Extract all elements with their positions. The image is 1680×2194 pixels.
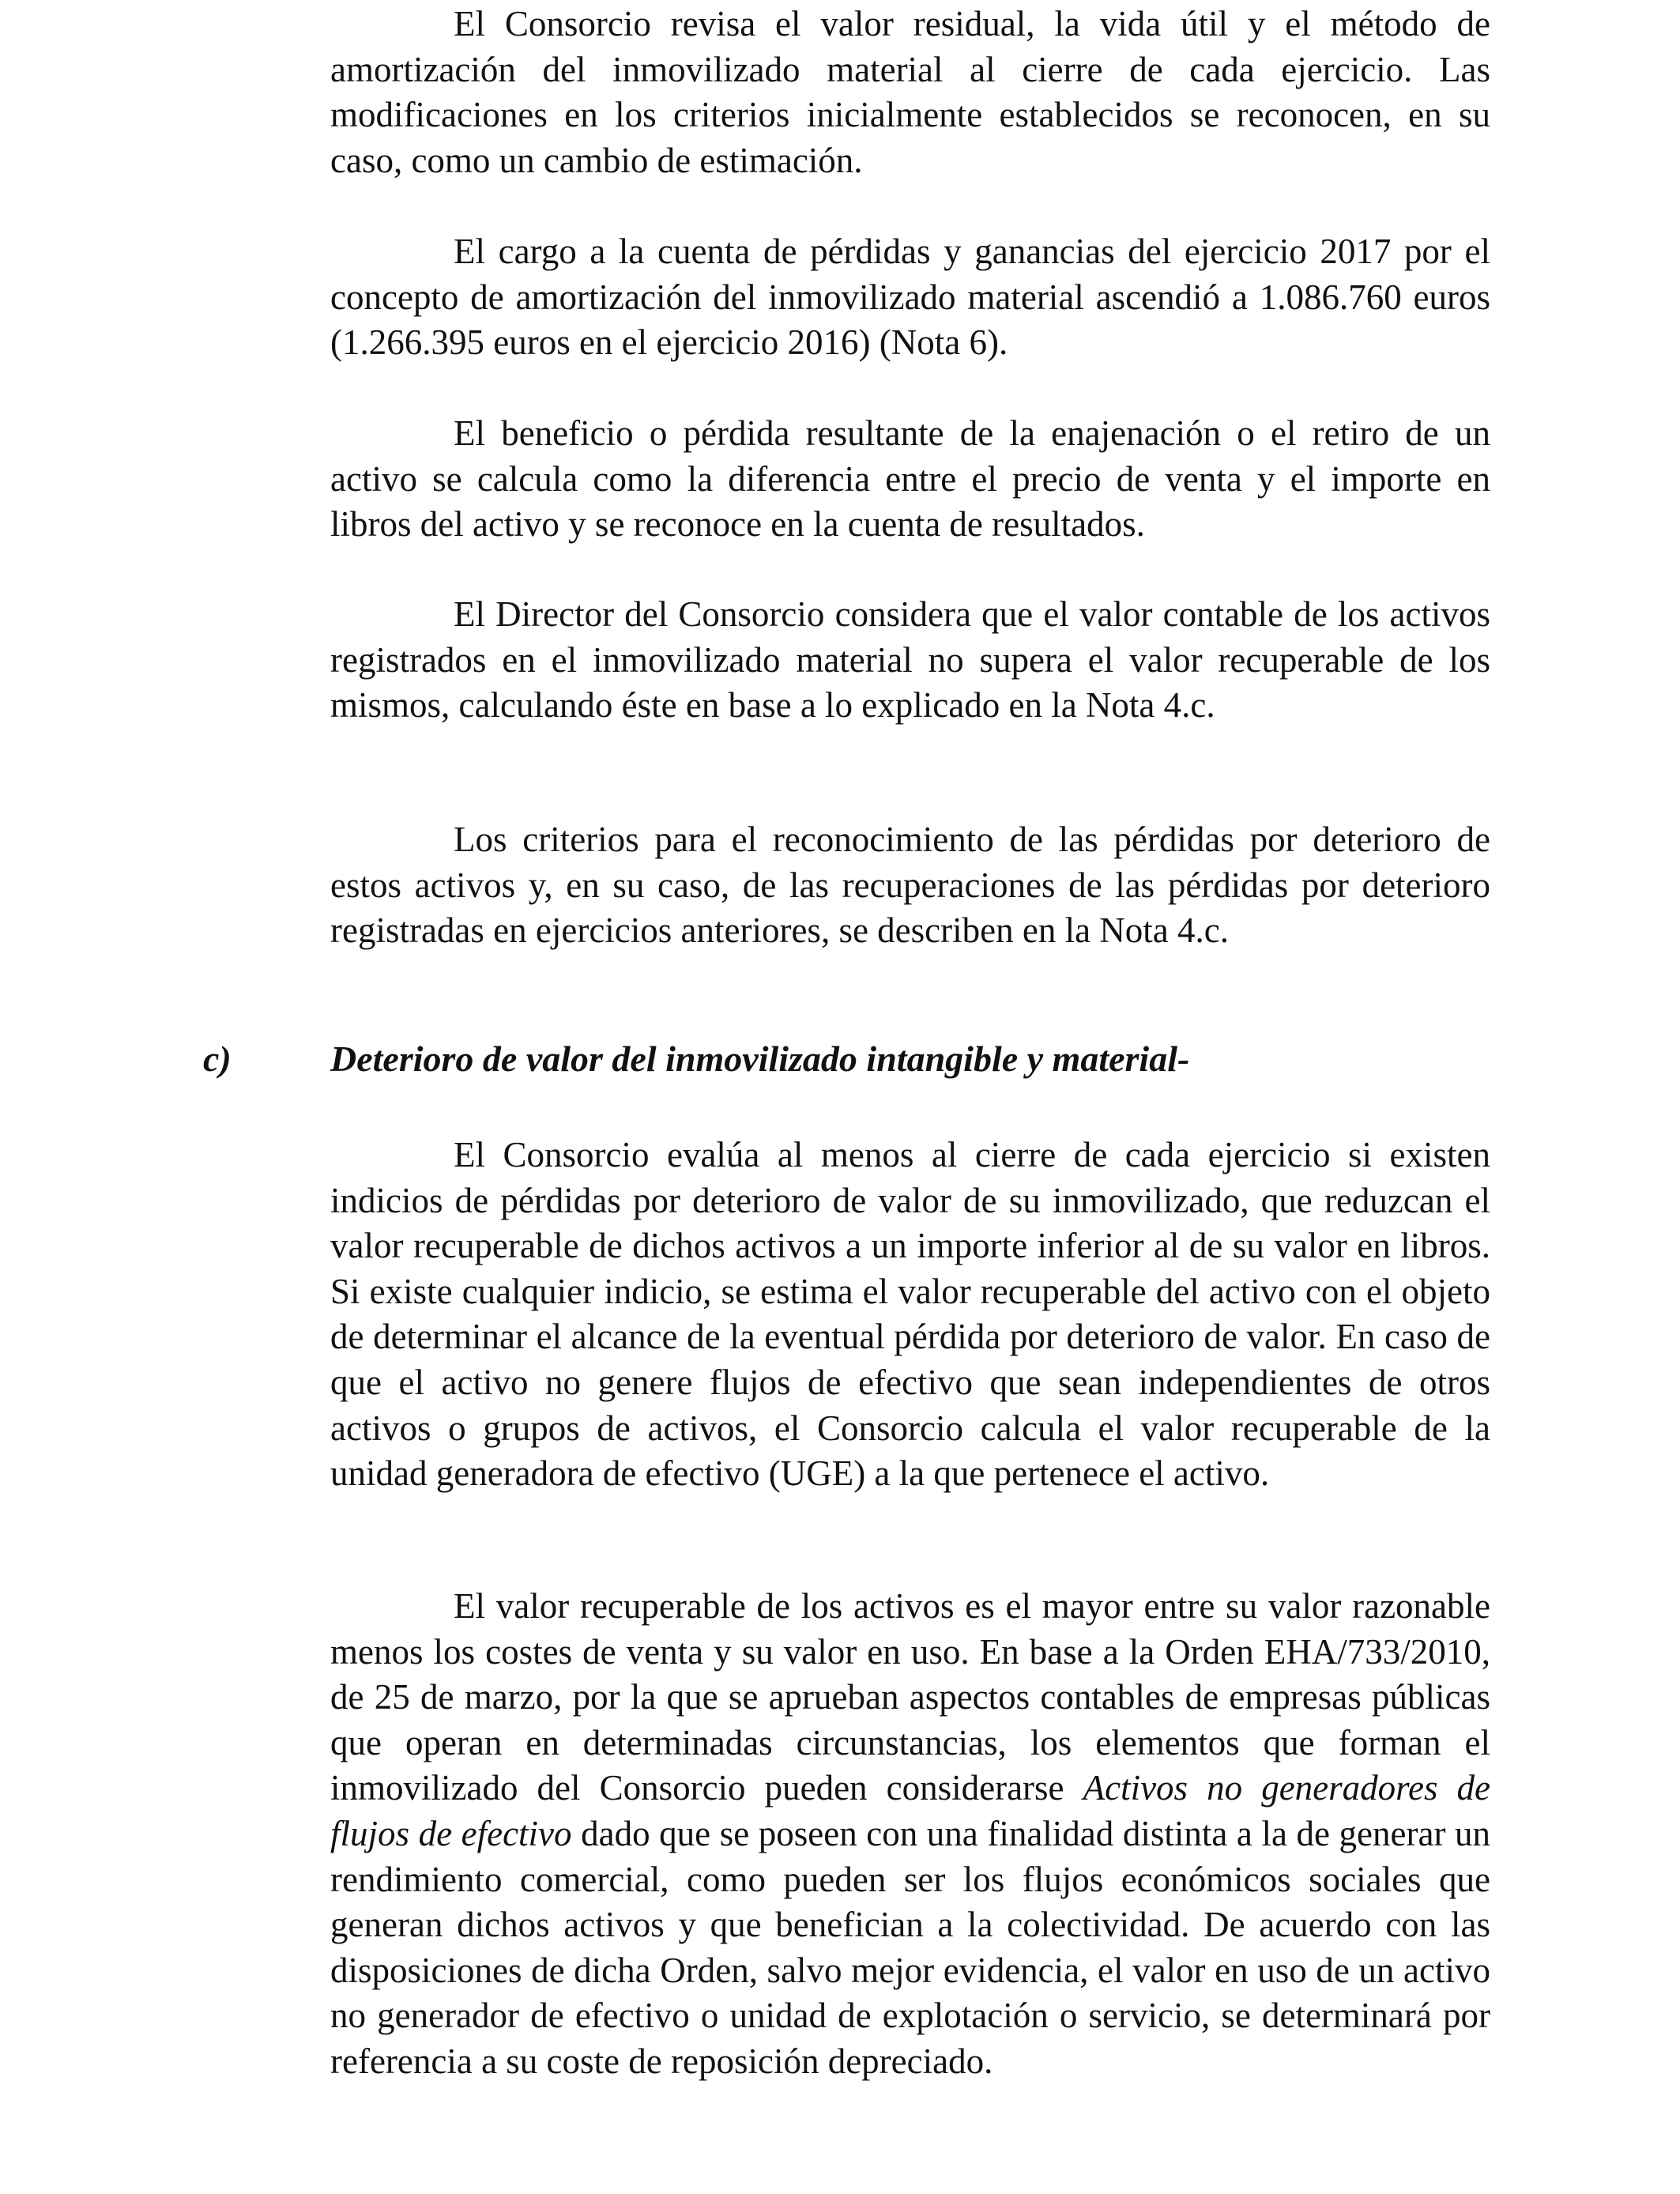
paragraph-disposal-gain-loss: El beneficio o pérdida resultante de la enajenación o el retiro de un activo se calcula como la diferencia entre el precio de venta y el importe en libros del activo y se reconoce en la cuenta de resultados.: [330, 413, 1490, 545]
recoverable-value-italic-term: Activos no generadores de flujos de efectivo: [330, 1768, 1491, 1853]
paragraph-recoverable-value: [330, 1584, 1490, 2085]
section-title: Deterioro de valor del inmovilizado intangible y material-: [330, 1039, 1190, 1079]
paragraph-director-assessment: El Director del Consorcio considera que el valor contable de los activos registrados en el inmovilizado material no supera el valor recuperable de los mismos, calculando éste en base a lo explicado en la Nota 4.c.: [330, 594, 1490, 726]
paragraph-amortization-charge: El cargo a la cuenta de pérdidas y ganancias del ejercicio 2017 por el concepto de amortización del inmovilizado material ascendió a 1.086.760 euros (1.266.395 euros en el ejercicio 2016) (Nota 6).: [330, 232, 1490, 363]
paragraph-residual-value: El Consorcio revisa el valor residual, la vida útil y el método de amortización del inmovilizado material al cierre de cada ejercicio. Las modificaciones en los criterios inicialmente establecidos se reconocen, en su caso, como un cambio de estimación.: [330, 4, 1490, 180]
paragraph-impairment-evaluation: El Consorcio evalúa al menos al cierre de cada ejercicio si existen indicios de pérdidas por deterioro de valor de su inmovilizado, que reduzcan el valor recuperable de dichos activos a un importe inferior al de su valor en libros. Si existe cualquier indicio, se estima el valor recuperable del activo con el objeto de determinar el alcance de la eventual pérdida por deterioro de valor. En caso de que el activo no genere flujos de efectivo que sean independientes de otros activos o grupos de activos, el Consorcio calcula el valor recuperable de la unidad generadora de efectivo (UGE) a la que pertenece el activo.: [330, 1135, 1490, 1494]
recoverable-value-text-b: dado que se poseen con una finalidad distinta a la de generar un rendimiento comercial, como pueden ser los flujos económicos sociales que generan dichos activos y que benefician a la colectividad. De acuerdo con las disposiciones de dicha Orden, salvo mejor evidencia, el valor en uso de un activo no generador de efectivo o unidad de explotación o servicio, se determinará por referencia a su coste de reposición depreciado.: [330, 1813, 1490, 2081]
recoverable-value-text-a: El valor recuperable de los activos es el mayor entre su valor razonable menos los costes de venta y su valor en uso. En base a la Orden EHA/733/2010, de 25 de marzo, por la que se aprueban aspectos contables de empresas públicas que operan en determinadas circunstancias, los elementos que forman el inmovilizado del Consorcio pueden considerarse: [330, 1586, 1490, 1808]
paragraph-impairment-criteria: Los criterios para el reconocimiento de las pérdidas por deterioro de estos activos y, en su caso, de las recuperaciones de las pérdidas por deterioro registradas en ejercicios anteriores, se describen en la Nota 4.c.: [330, 820, 1490, 951]
section-letter: c): [203, 1039, 232, 1079]
